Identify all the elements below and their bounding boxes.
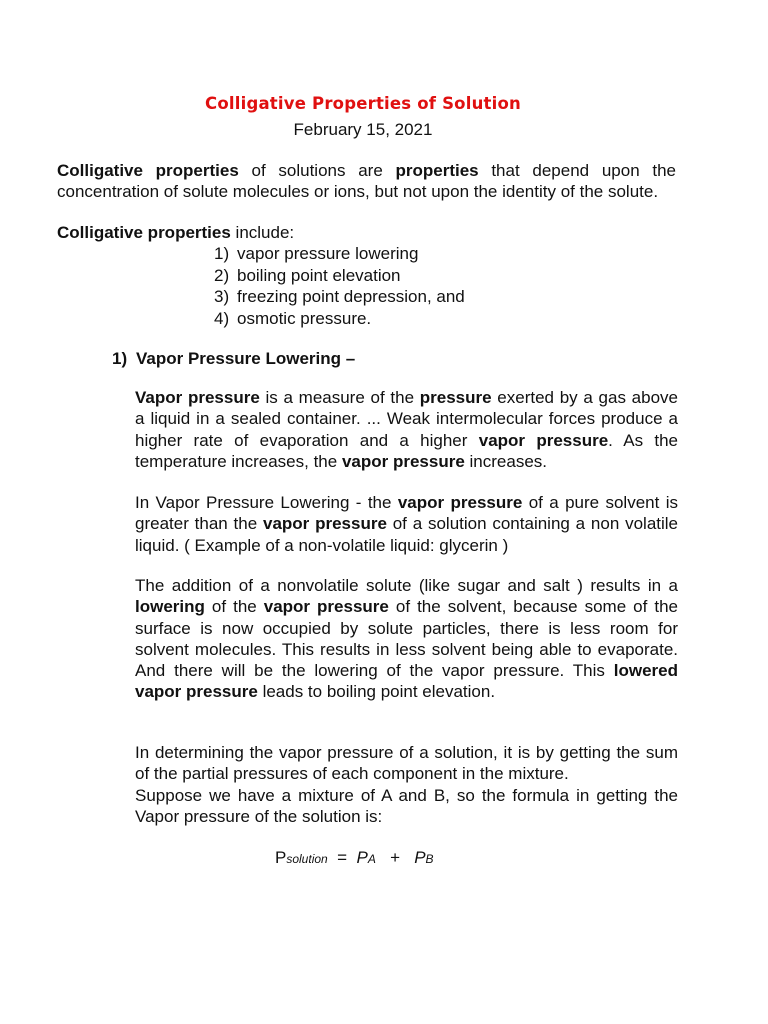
- vapor-pressure-definition: Vapor pressure is a measure of the pressure exerted by a gas above a liquid in a sealed container. ... Weak intermolecular forces produce a higher rate of evaporation and a higher vapor pressure. As the temperature increases, the vapor pressure increases.: [135, 388, 679, 471]
- nonvolatile-solute-paragraph: The addition of a nonvolatile solute (like sugar and salt ) results in a lowering of the vapor pressure of the solvent, because some of the surface is now occupied by solute particles, there is less room for solvent molecules. This results in less solvent being able to evaporate. And there will be the lowering of the vapor pressure. This lowered vapor pressure leads to boiling point elevation.: [135, 576, 678, 702]
- includes-intro: Colligative properties include:: [57, 223, 295, 242]
- list-item: 1) vapor pressure lowering: [214, 244, 419, 263]
- document-title: Colligative Properties of Solution: [205, 94, 521, 113]
- intro-paragraph: Colligative properties of solutions are properties that depend upon the concentration of solute molecules or ions, but not upon the identity of the solute.: [57, 161, 676, 202]
- list-item: 4) osmotic pressure.: [214, 308, 372, 328]
- vapor-pressure-formula: Psolution = PA + PB: [275, 848, 434, 867]
- list-item: 2) boiling point elevation: [214, 265, 401, 285]
- list-item: 3) freezing point depression, and: [214, 287, 465, 306]
- properties-list: [214, 243, 465, 329]
- partial-pressures-paragraph: In determining the vapor pressure of a solution, it is by getting the sum of the partial pressures of each component in the mixture. Suppose we have a mixture of A and B, so the formula in getting the Vapor pressure of the solution is:: [135, 743, 678, 826]
- vapor-pressure-lowering-paragraph: In Vapor Pressure Lowering - the vapor pressure of a pure solvent is greater than the vapor pressure of a solution containing a non volatile liquid. ( Example of a non-volatile liquid: glycerin ): [135, 493, 678, 555]
- document-date: February 15, 2021: [293, 120, 433, 139]
- section-heading: 1) Vapor Pressure Lowering –: [112, 349, 356, 368]
